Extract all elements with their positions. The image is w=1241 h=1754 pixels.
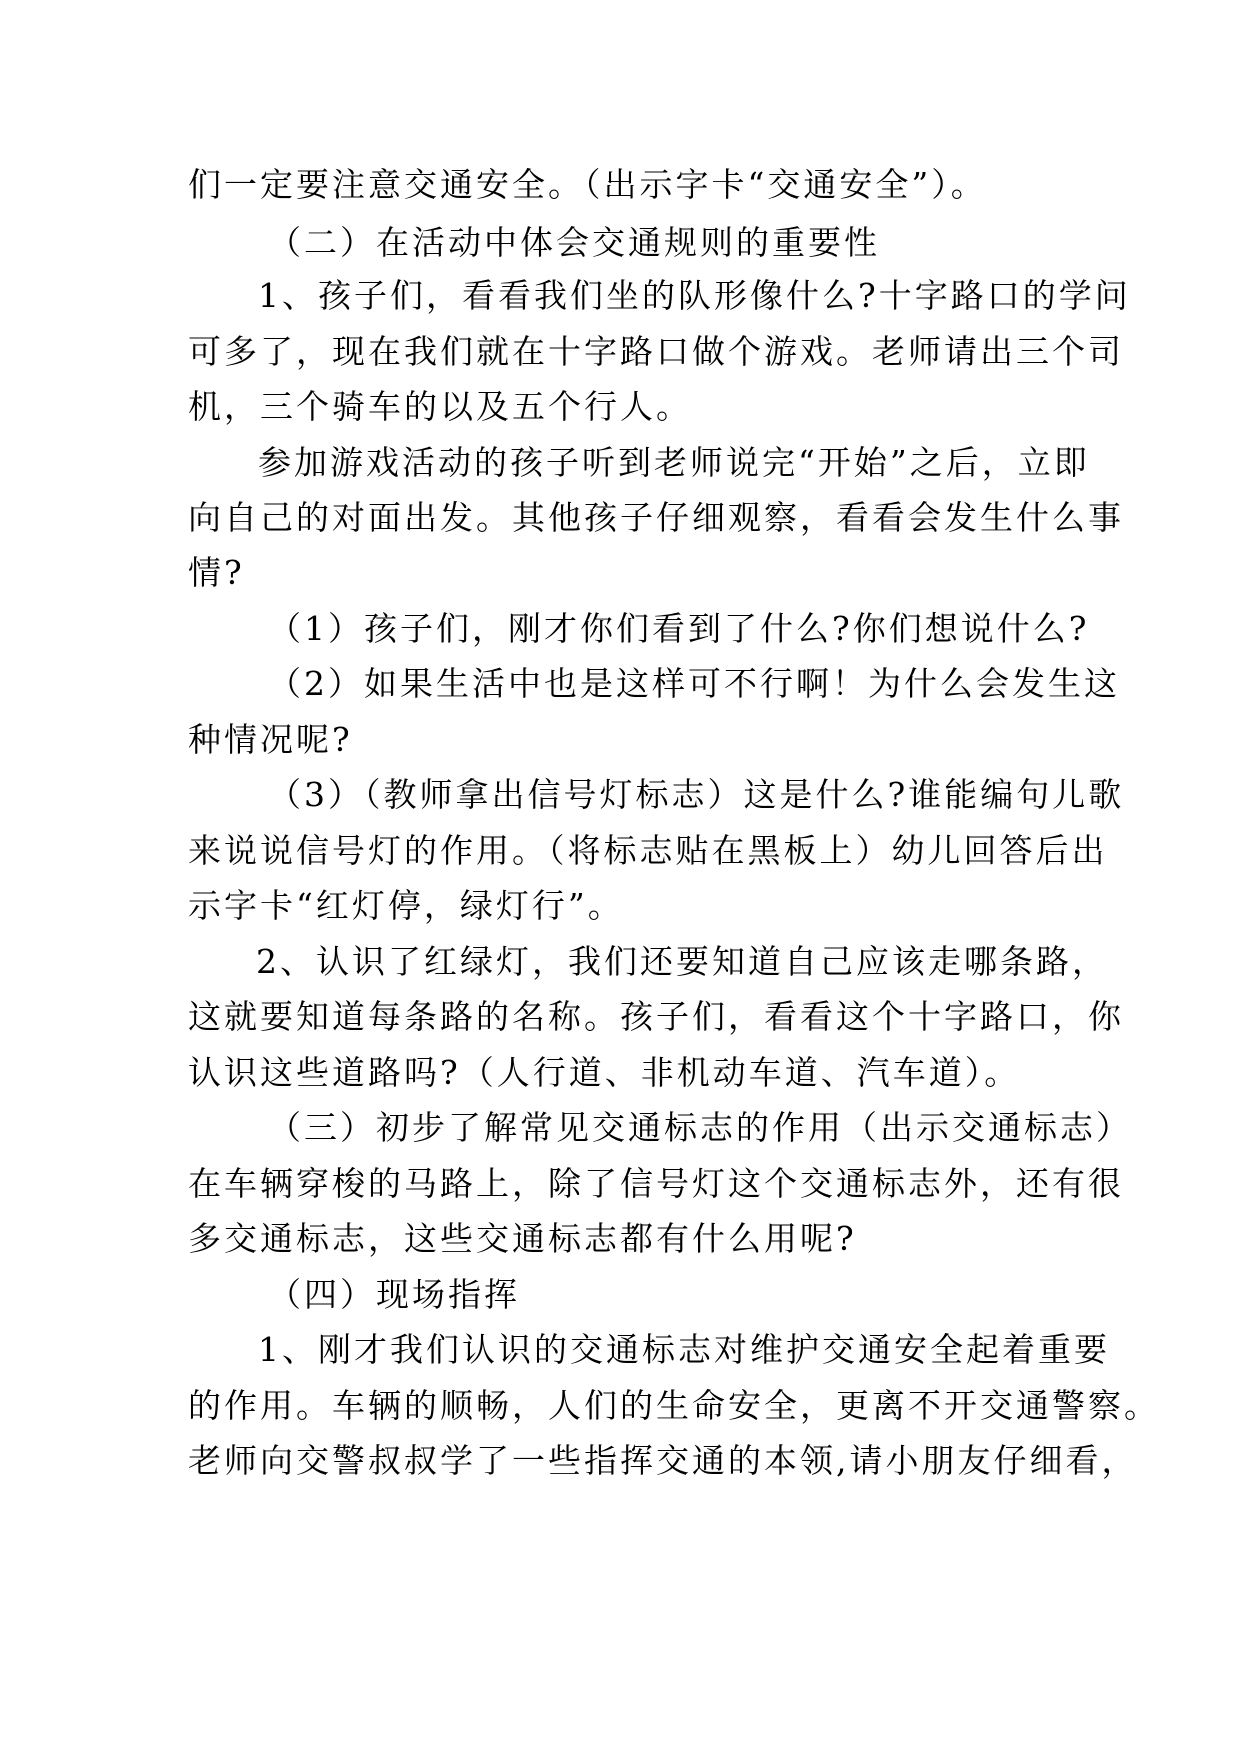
text-line: 认识这些道路吗?（人行道、非机动车道、汽车道）。 — [188, 1053, 1021, 1092]
text-line: 情? — [188, 553, 245, 592]
text-line: 多交通标志，这些交通标志都有什么用呢? — [188, 1219, 857, 1258]
text-line: 这就要知道每条路的名称。孩子们，看看这个十字路口，你 — [188, 997, 1124, 1036]
text-line: 1、孩子们，看看我们坐的队形像什么?十字路口的学问 — [258, 276, 1131, 315]
text-line: 机，三个骑车的以及五个行人。 — [188, 387, 692, 426]
text-line: 老师向交警叔叔学了一些指挥交通的本领,请小朋友仔细看， — [188, 1441, 1138, 1480]
text-line: 种情况呢? — [188, 720, 353, 759]
text-line: 可多了，现在我们就在十字路口做个游戏。老师请出三个司 — [188, 332, 1124, 371]
text-line: 参加游戏活动的孩子听到老师说完“开始”之后，立即 — [258, 443, 1090, 482]
text-line: 们一定要注意交通安全。（出示字卡“交通安全”）。 — [188, 165, 987, 204]
text-line: 向自己的对面出发。其他孩子仔细观察，看看会发生什么事 — [188, 498, 1124, 537]
text-line: 在车辆穿梭的马路上，除了信号灯这个交通标志外，还有很 — [188, 1164, 1124, 1203]
text-line: （2）如果生活中也是这样可不行啊！为什么会发生这 — [268, 664, 1120, 703]
text-line: 的作用。车辆的顺畅，人们的生命安全，更离不开交通警察。 — [188, 1386, 1160, 1425]
text-line: 1、刚才我们认识的交通标志对维护交通安全起着重要 — [258, 1330, 1110, 1369]
section-heading: （二）在活动中体会交通规则的重要性 — [268, 223, 880, 262]
text-line: 2、认识了红绿灯，我们还要知道自己应该走哪条路， — [256, 942, 1108, 981]
text-line: （3）（教师拿出信号灯标志）这是什么?谁能编句儿歌 — [268, 775, 1125, 814]
text-line: 示字卡“红灯停，绿灯行”。 — [188, 886, 624, 925]
text-line: （1）孩子们，刚才你们看到了什么?你们想说什么? — [268, 609, 1090, 648]
section-heading: （四）现场指挥 — [268, 1275, 520, 1314]
text-line: 来说说信号灯的作用。（将标志贴在黑板上）幼儿回答后出 — [188, 831, 1108, 870]
section-heading: （三）初步了解常见交通标志的作用（出示交通标志） — [268, 1108, 1132, 1147]
